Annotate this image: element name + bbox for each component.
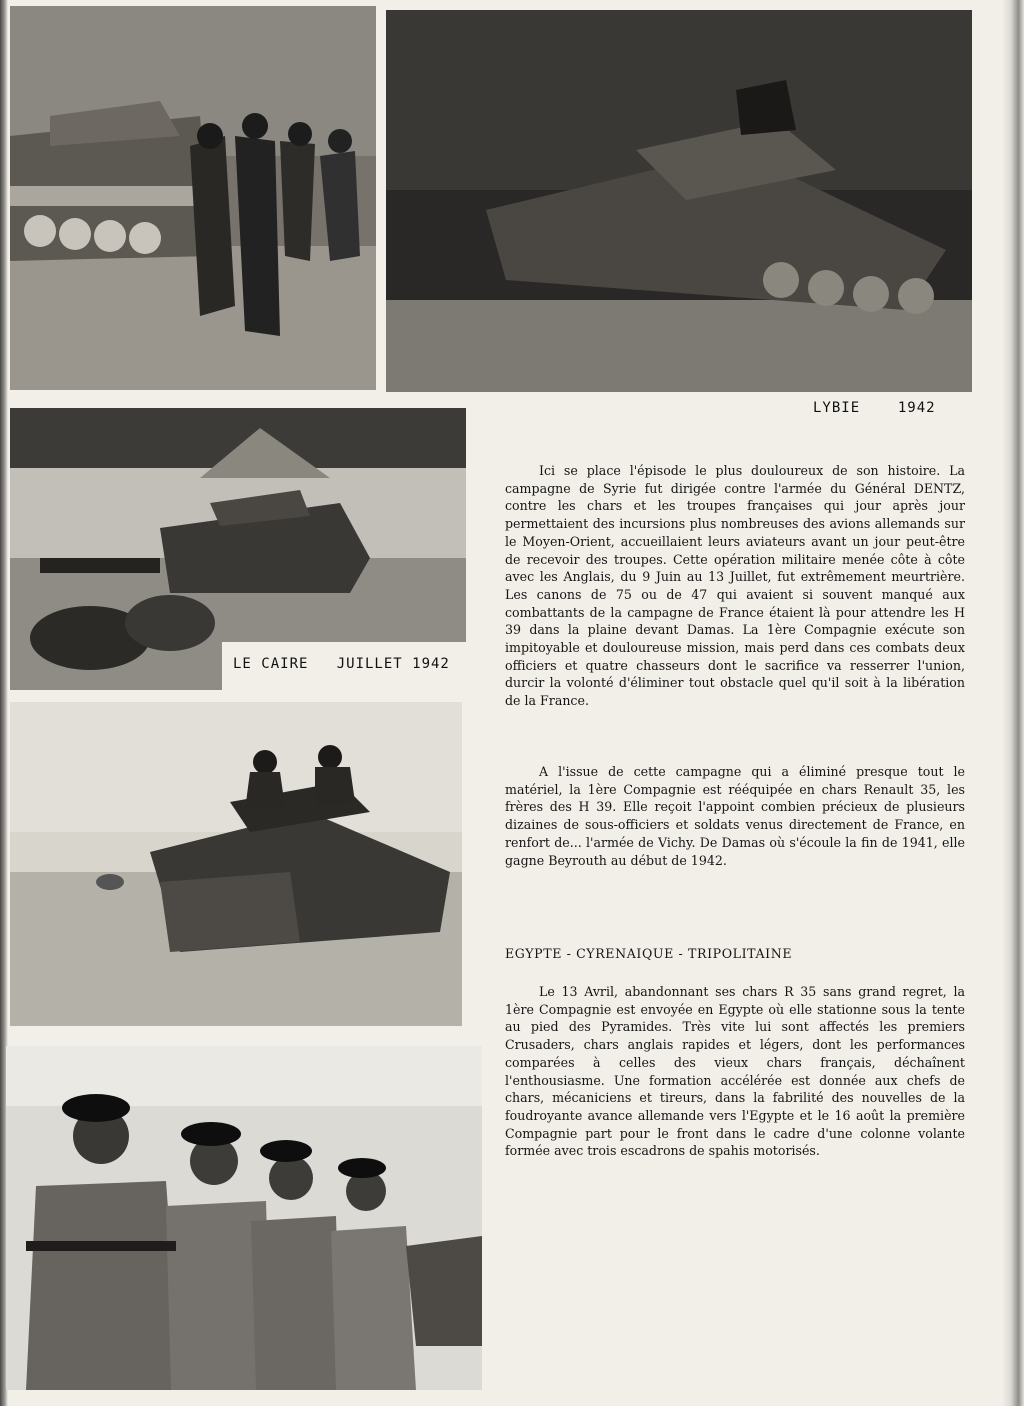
caption-libya: LYBIE 1942 — [813, 400, 936, 416]
scan-edge-right — [1002, 0, 1024, 1406]
photo-tank-libya — [386, 10, 972, 392]
paragraph-2: A l'issue de cette campagne qui a éliminé presque tout le matériel, la 1ère Compagnie est rééquipée en chars Renault 35, les frères des H 39. Elle reçoit l'appoint combien précieux de plusieurs dizaines de sous-officiers et soldats venus directement de France, en renfort de... l'armée de Vichy. De Damas où s'écoule la fin de 1941, elle gagne Beyrouth au début de 1942. — [505, 764, 965, 868]
paragraph-syria-campaign — [505, 462, 965, 710]
section-heading: EGYPTE - CYRENAIQUE - TRIPOLITAINE — [505, 946, 793, 961]
paragraph-3: Le 13 Avril, abandonnant ses chars R 35 sans grand regret, la 1ère Compagnie est envoyée en Egypte où elle stationne sous la tente au pied des Pyramides. Très vite lui sont affectés les premiers Crusaders, chars anglais rapides et légers, dont les performances comparées à celles des vieux chars français, déchaînent l'enthousiasme. Une formation accélérée est donnée aux chefs de chars, mécaniciens et tireurs, dans la fabrilité des nouvelles de la foudroyante avance allemande vers l'Egypte et le 16 août la première Compagnie part pour le front dans le cadre d'une colonne volante formée avec trois escadrons de spahis motorisés. — [505, 984, 965, 1159]
caption-cairo: LE CAIRE JUILLET 1942 — [233, 656, 450, 672]
paragraph-1: Ici se place l'épisode le plus douloureux de son histoire. La campagne de Syrie fut dirigée contre l'armée du Général DENTZ, contre les chars et les troupes françaises qui jour après jour permettaient des incursions plus nombreuses des avions allemands sur le Moyen-Orient, accueillaient leurs aviateurs avant un jour peut-être de recevoir des troupes. Cette opération militaire menée côte à côte avec les Anglais, du 9 Juin au 13 Juillet, fut extrêmement meurtrière. Les canons de 75 ou de 47 qui avaient si souvent manqué aux combattants de la campagne de France étaient là pour attendre les H 39 dans la plaine devant Damas. La 1ère Compagnie exécute son impitoyable et douloureuse mission, mais perd dans ces combats deux officiers et quatre chasseurs dont le sacrifice va resserrer l'union, durcir la volonté d'éliminer tout obstacle quel qu'il soit à la libération de la France. — [505, 463, 965, 709]
paragraph-egypt — [505, 983, 965, 1160]
photo-tank-with-soldiers — [10, 6, 376, 390]
paragraph-reequipment — [505, 763, 965, 869]
photo-soldiers-berets — [6, 1046, 482, 1390]
photo-tank-with-crew — [10, 702, 462, 1026]
